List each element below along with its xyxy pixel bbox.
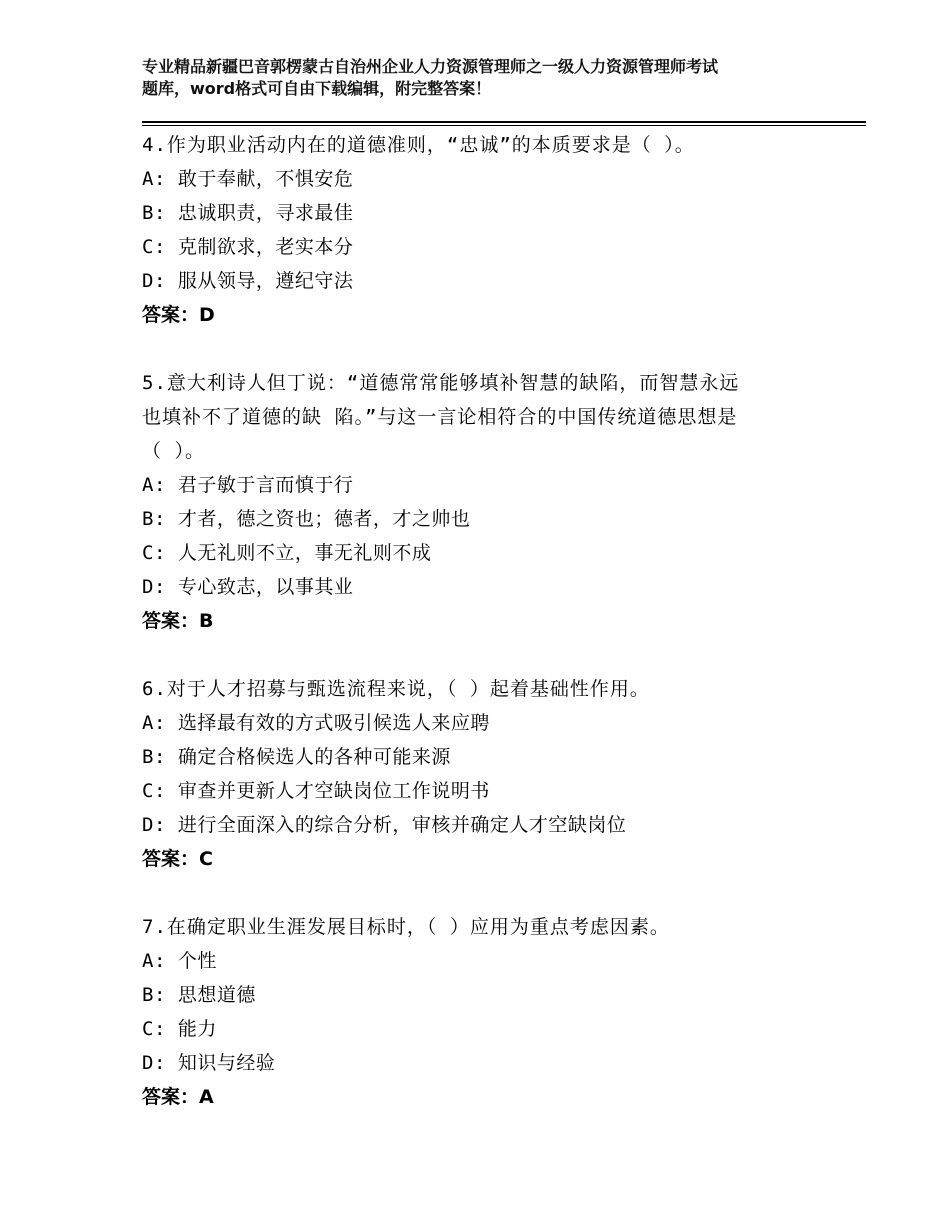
option-b: B: 才者，德之资也；德者，才之帅也 xyxy=(142,508,471,530)
document-header xyxy=(142,56,832,100)
option-b: B: 确定合格候选人的各种可能来源 xyxy=(142,746,451,768)
option-a: A: 个性 xyxy=(142,950,217,972)
question-list xyxy=(142,128,822,1114)
option-c: C: 能力 xyxy=(142,1018,217,1040)
option-c: C: 人无礼则不立，事无礼则不成 xyxy=(142,542,432,564)
answer-label: 答案：D xyxy=(142,304,215,326)
answer-label: 答案：B xyxy=(142,610,214,632)
stem-line: 6.对于人才招募与甄选流程来说，（ ）起着基础性作用。 xyxy=(142,678,650,700)
question-5 xyxy=(142,366,822,638)
stem-line: 7.在确定职业生涯发展目标时，（ ）应用为重点考虑因素。 xyxy=(142,916,670,938)
option-c: C: 克制欲求，老实本分 xyxy=(142,236,354,258)
option-a: A: 君子敏于言而慎于行 xyxy=(142,474,354,496)
header-line-1: 专业精品新疆巴音郭楞蒙古自治州企业人力资源管理师之一级人力资源管理师考试 xyxy=(142,57,719,76)
question-stem xyxy=(142,672,822,706)
option-b: B: 思想道德 xyxy=(142,984,256,1006)
stem-line: 也填补不了道德的缺 陷。”与这一言论相符合的中国传统道德思想是 xyxy=(142,406,738,428)
option-b: B: 忠诚职责，寻求最佳 xyxy=(142,202,354,224)
option-a: A: 选择最有效的方式吸引候选人来应聘 xyxy=(142,712,490,734)
answer-label: 答案：A xyxy=(142,1086,214,1108)
question-stem xyxy=(142,910,822,944)
answer-label: 答案：C xyxy=(142,848,213,870)
option-d: D: 进行全面深入的综合分析，审核并确定人才空缺岗位 xyxy=(142,814,627,836)
question-stem xyxy=(142,128,822,162)
question-7 xyxy=(142,910,822,1114)
header-line-2: 题库，word格式可自由下载编辑，附完整答案！ xyxy=(142,79,492,98)
header-divider-thin xyxy=(142,125,866,126)
option-a: A: 敢于奉献，不惧安危 xyxy=(142,168,354,190)
stem-line: 5.意大利诗人但丁说：“道德常常能够填补智慧的缺陷，而智慧永远 xyxy=(142,372,740,394)
option-d: D: 专心致志，以事其业 xyxy=(142,576,354,598)
option-d: D: 服从领导，遵纪守法 xyxy=(142,270,354,292)
option-d: D: 知识与经验 xyxy=(142,1052,276,1074)
question-6 xyxy=(142,672,822,876)
stem-line: 4.作为职业活动内在的道德准则，“忠诚”的本质要求是（ ）。 xyxy=(142,134,695,156)
question-stem xyxy=(142,366,822,468)
stem-line: （ ）。 xyxy=(142,440,205,462)
option-c: C: 审查并更新人才空缺岗位工作说明书 xyxy=(142,780,490,802)
header-divider-thick xyxy=(142,121,866,123)
question-4 xyxy=(142,128,822,332)
